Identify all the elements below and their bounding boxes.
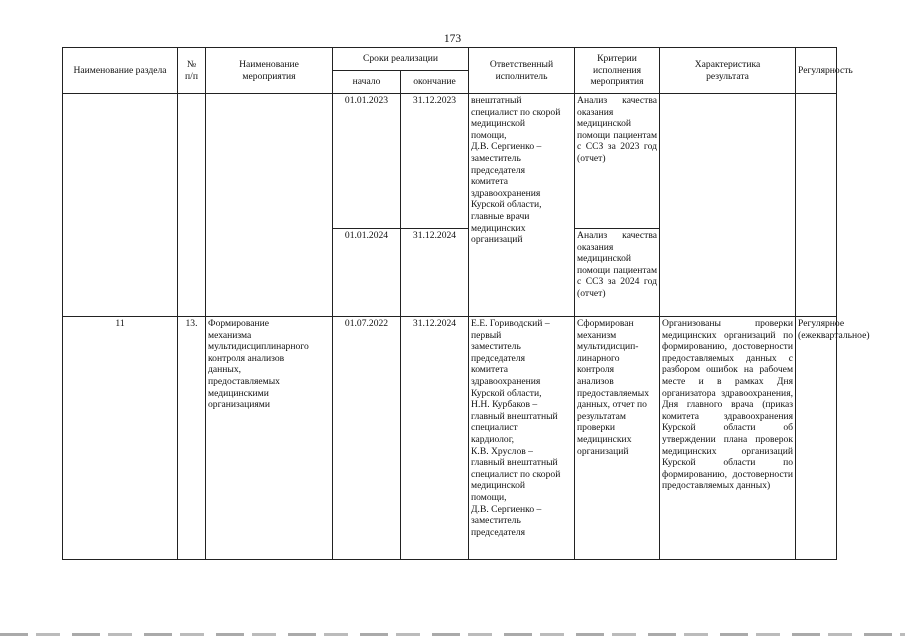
header-number: № п/п bbox=[178, 48, 206, 94]
responsible-cell: Е.Е. Гориводский – первый заместитель председателя комитета здравоохранения Курской области, Н.Н. Курбаков – главный внештатный специалист кардиолог, К.В. Хруслов – главный внештатный специалист по скорой медицинской помощи, Д.В. Сергиенко – заместитель председателя bbox=[469, 317, 575, 560]
header-end: окончание bbox=[401, 71, 469, 94]
header-result: Характеристика результата bbox=[660, 48, 796, 94]
end-date: 31.12.2023 bbox=[401, 94, 469, 229]
start-date: 01.07.2022 bbox=[333, 317, 401, 560]
criteria-cell: Сформирован механизм мультидисцип- линарного контроля анализов предоставляемых данных, отчет по результатам проверки медицинских организаций bbox=[575, 317, 660, 560]
number-cell: 13. bbox=[178, 317, 206, 560]
table-row bbox=[63, 94, 837, 229]
start-date: 01.01.2024 bbox=[333, 229, 401, 317]
start-date: 01.01.2023 bbox=[333, 94, 401, 229]
result-cell: Организованы проверки медицинских организаций по формированию, достоверности предоставляемых данных с разбором ошибок на рабочем месте и в рамках Дня организатора здравоохранения, Дня главного врача (приказ комитета здравоохранения Курской области об утверждении плана проверок медицинских организаций Курской области по формированию, достоверности предоставляемых данных) bbox=[660, 317, 796, 560]
regularity-cell bbox=[796, 94, 837, 317]
table-row bbox=[63, 317, 837, 560]
regularity-cell: Регулярное (ежеквартальное) bbox=[796, 317, 837, 560]
header-criteria: Критерии исполнения мероприятия bbox=[575, 48, 660, 94]
header-terms: Сроки реализации bbox=[333, 48, 469, 71]
criteria-cell: Анализ качества оказания медицинской помощи пациентам с ССЗ за 2024 год (отчет) bbox=[575, 229, 660, 317]
header-responsible: Ответственный исполнитель bbox=[469, 48, 575, 94]
criteria-cell: Анализ качества оказания медицинской помощи пациентам с ССЗ за 2023 год (отчет) bbox=[575, 94, 660, 229]
section-cell bbox=[63, 94, 178, 317]
header-regularity: Регулярность bbox=[796, 48, 837, 94]
section-cell: 11 bbox=[63, 317, 178, 560]
number-cell bbox=[178, 94, 206, 317]
end-date: 31.12.2024 bbox=[401, 317, 469, 560]
page-number: 173 bbox=[443, 33, 462, 45]
activity-cell: Формирование механизма мультидисциплинарного контроля анализов данных, предоставляемых медицинскими организациями bbox=[206, 317, 333, 560]
header-activity-name: Наименование мероприятия bbox=[206, 48, 333, 94]
end-date: 31.12.2024 bbox=[401, 229, 469, 317]
header-start: начало bbox=[333, 71, 401, 94]
responsible-cell: внештатный специалист по скорой медицинской помощи, Д.В. Сергиенко – заместитель председателя комитета здравоохранения Курской области, главные врачи медицинских организаций bbox=[469, 94, 575, 317]
scan-edge-artifact bbox=[0, 633, 905, 636]
header-section-name: Наименование раздела bbox=[63, 48, 178, 94]
activity-cell bbox=[206, 94, 333, 317]
plan-table bbox=[62, 47, 870, 560]
result-cell bbox=[660, 94, 796, 317]
